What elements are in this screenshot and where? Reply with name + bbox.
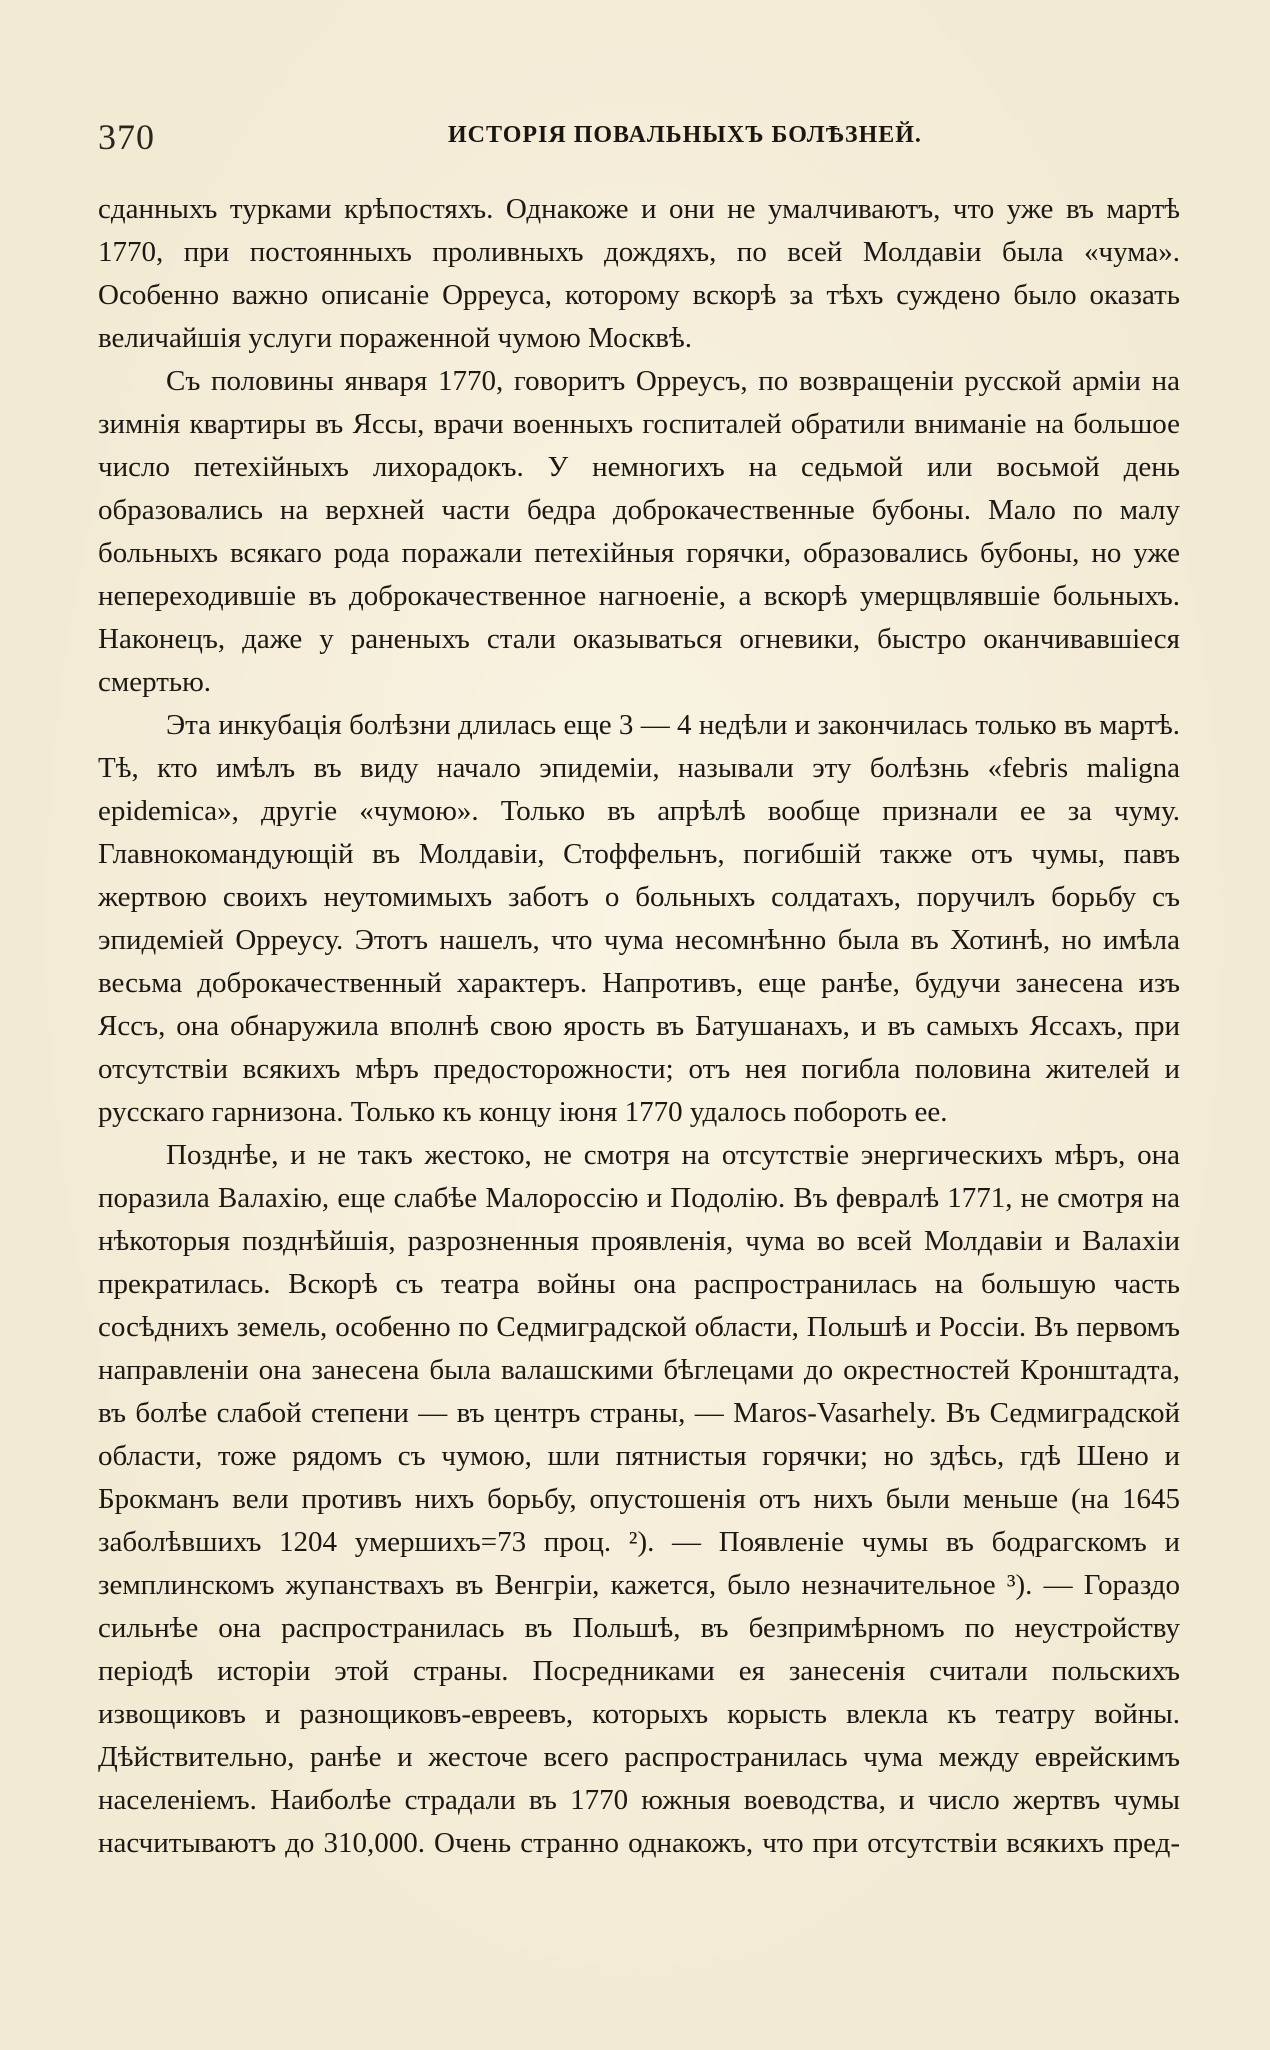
paragraph-2: Съ половины января 1770, говоритъ Орреусъ, по возвращеніи русской арміи на зимнія квартиры въ Яссы, врачи военныхъ госпиталей обратили вниманіе на большое число петехійныхъ лихорадокъ. У немногихъ на седьмой или восьмой день образовались на верхней части бедра доброкачественные бубоны. Мало по малу больныхъ всякаго рода поражали петехійныя горячки, образовались бубоны, но уже непереходившіе въ доброкачественное нагноеніе, а вскорѣ умерщвлявшіе больныхъ. Наконецъ, даже у раненыхъ стали оказываться огневики, быстро оканчивавшіеся смертью. [98,365,1180,698]
page-number: 370 [98,117,155,157]
running-title: ИСТОРІЯ ПОВАЛЬНЫХЪ БОЛѢЗНЕЙ. [448,122,922,148]
paragraph-1: сданныхъ турками крѣпостяхъ. Однакоже и они не умалчиваютъ, что уже въ мартѣ 1770, при постоянныхъ проливныхъ дождяхъ, по всей Молдавіи была «чума». Особенно важно описаніе Орреуса, которому вскорѣ за тѣхъ суждено было оказать величайшія услуги пораженной чумою Москвѣ. [98,193,1180,354]
running-head [98,116,1178,156]
paragraph-4: Позднѣе, и не такъ жестоко, не смотря на отсутствіе энергическихъ мѣръ, она поразила Валахію, еще слабѣе Малороссію и Подолію. Въ февралѣ 1771, не смотря на нѣкоторыя позднѣйшія, разрозненныя проявленія, чума во всей Молдавіи и Валахіи прекратилась. Вскорѣ съ театра войны она распространилась на большую часть сосѣднихъ земель, особенно по Седмиградской области, Польшѣ и Россіи. Въ первомъ направленіи она занесена была валашскими бѣглецами до окрестностей Кронштадта, въ болѣе слабой степени — въ центръ страны, — Maros-Vasarhely. Въ Седмиградской области, тоже рядомъ съ чумою, шли пятнистыя горячки; но здѣсь, гдѣ Шено и Брокманъ вели противъ нихъ борьбу, опустошенія отъ нихъ были меньше (на 1645 заболѣвшихъ 1204 умершихъ=73 проц. ²). — Появленіе чумы въ бодрагскомъ и земплинскомъ жупанствахъ въ Венгріи, кажется, было незначительное ³). — Гораздо сильнѣе она распространилась въ Польшѣ, въ безпримѣрномъ по неустройству періодѣ исторіи этой страны. Посредниками ея занесенія считали польскихъ извощиковъ и разнощиковъ-евреевъ, которыхъ корысть влекла къ театру войны. Дѣйствительно, ранѣе и жесточе всего распространилась чума между еврейскимъ населеніемъ. Наиболѣе страдали въ 1770 южныя воеводства, и число жертвъ чумы насчитываютъ до 310,000. Очень странно однакожъ, что при отсутствіи всякихъ пред- [98,1139,1180,1859]
body-text [98,188,1180,1865]
paragraph-3: Эта инкубація болѣзни длилась еще 3 — 4 недѣли и закончилась только въ мартѣ. Тѣ, кто имѣлъ въ виду начало эпидеміи, называли эту болѣзнь «febris maligna epidemica», другіе «чумою». Только въ апрѣлѣ вообще признали ее за чуму. Главнокомандующій въ Молдавіи, Стоффельнъ, погибшій также отъ чумы, павъ жертвою своихъ неутомимыхъ заботъ о больныхъ солдатахъ, поручилъ борьбу съ эпидеміей Орреусу. Этотъ нашелъ, что чума несомнѣнно была въ Хотинѣ, но имѣла весьма доброкачественный характеръ. Напротивъ, еще ранѣе, будучи занесена изъ Яссъ, она обнаружила вполнѣ свою ярость въ Батушанахъ, и въ самыхъ Яссахъ, при отсутствіи всякихъ мѣръ предосторожности; отъ нея погибла половина жителей и русскаго гарнизона. Только къ концу іюня 1770 удалось побороть ее. [98,709,1180,1128]
